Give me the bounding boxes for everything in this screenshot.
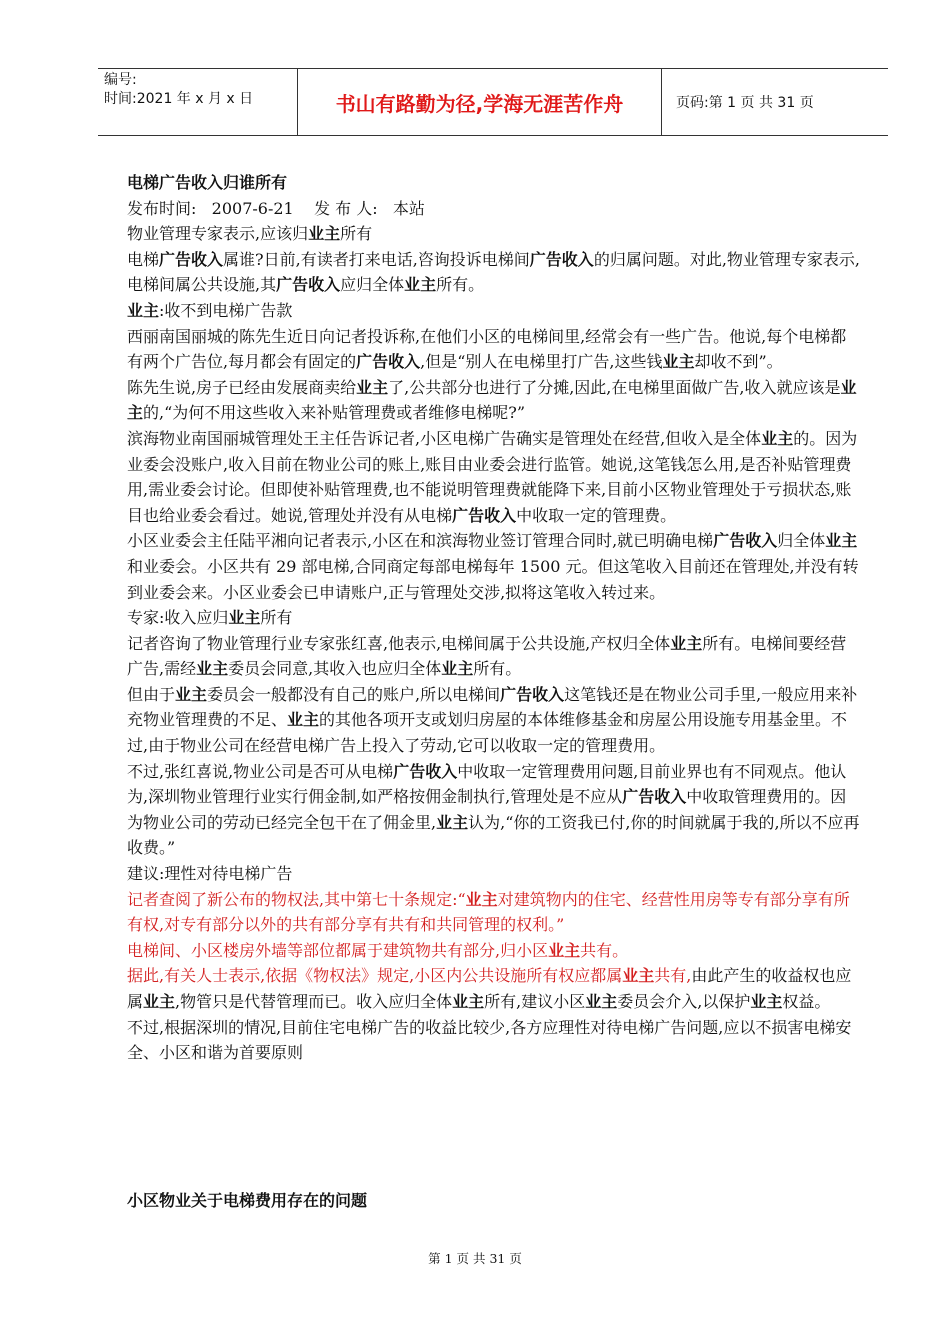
text-run: 物业管理专家表示,应该归: [127, 224, 309, 244]
text-run: 这笔钱还是在物业公司手里,一般应用来补充物业管理费的不足、: [127, 684, 858, 730]
article-paragraph: [127, 759, 862, 861]
text-run: 了,公共部分也进行了分摊,因此,在电梯里面做广告,收入就应该是: [388, 377, 841, 397]
article-paragraph: [127, 887, 862, 938]
text-run: :收不到电梯广告款: [159, 300, 293, 320]
text-run: 共有,: [654, 966, 692, 986]
emphasized-keyword: 业主: [228, 608, 261, 628]
article-paragraph: [127, 605, 862, 631]
emphasized-keyword: 业主: [127, 377, 857, 423]
emphasized-keyword: 广告收入: [622, 787, 687, 807]
emphasized-keyword: 业主: [196, 659, 229, 679]
text-run: 归全体: [777, 531, 826, 551]
text-run: 所有,建议小区: [484, 992, 586, 1011]
header-meta-cell: [98, 69, 298, 135]
article-paragraph: [127, 247, 862, 298]
text-run: 所有: [260, 608, 293, 628]
text-run: 和业委会。小区共有 29 部电梯,合同商定每部电梯每年 1500 元。但这笔收入目前还在管理处,并没有转到业委会来。小区业委会已申请账户,正与管理处交涉,拟将这笔收入转过来。: [127, 556, 859, 602]
emphasized-keyword: 业主: [356, 377, 389, 397]
text-run: 属谁?日前,有读者打来电话,咨询投诉电梯间: [223, 249, 530, 269]
text-run: 但由于: [127, 684, 176, 704]
article-paragraphs: [127, 221, 862, 1066]
emphasized-keyword: 业主: [622, 966, 655, 986]
emphasized-keyword: 广告收入: [393, 761, 458, 781]
text-run: 小区业委会主任陆平湘向记者表示,小区在和滨海物业签订管理合同时,就已明确电梯: [127, 531, 714, 551]
text-run: ,物管只是代替管理而已。收入应归全体: [175, 992, 453, 1011]
text-run: 电梯间、小区楼房外墙等部位都属于建筑物共有部分,归小区: [127, 940, 549, 960]
emphasized-keyword: 广告收入: [713, 531, 778, 551]
article-paragraph: [127, 324, 862, 375]
article-paragraph: [127, 528, 862, 605]
article-body: [127, 170, 862, 1066]
emphasized-keyword: 广告收入: [500, 684, 565, 704]
text-run: 不过,根据深圳的情况,目前住宅电梯广告的收益比较少,各方应理性对待电梯广告问题,应以不损害电梯安全、小区和谐为首要原则: [127, 1017, 852, 1063]
document-time-label: 时间:2021 年 x 月 x 日: [104, 91, 254, 107]
text-run: 专家:收入应归: [127, 608, 229, 628]
emphasized-keyword: 业主: [175, 684, 208, 704]
header-page-info: 页码:第 1 页 共 31 页: [676, 95, 814, 111]
text-run: 由此产生的收益权也应属: [127, 966, 852, 1011]
text-run: 委员会同意,其收入也应归全体: [228, 659, 442, 679]
article-paragraph: [127, 221, 862, 247]
article-paragraph: [127, 861, 862, 887]
emphasized-keyword: 广告收入: [356, 352, 421, 372]
emphasized-keyword: 业主: [441, 659, 474, 679]
emphasized-keyword: 业主: [670, 633, 703, 653]
text-run: 记者咨询了物业管理行业专家张红喜,他表示,电梯间属于公共设施,产权归全体: [127, 633, 671, 653]
emphasized-keyword: 业主: [287, 710, 320, 730]
text-run: 所有: [340, 224, 373, 244]
emphasized-keyword: 广告收入: [276, 275, 341, 295]
article-paragraph: [127, 298, 862, 324]
header-motto: 书山有路勤为径,学海无涯苦作舟: [298, 69, 662, 135]
article-paragraph: [127, 631, 862, 682]
text-run: 的其他各项开支或划归房屋的本体维修基金和房屋公用设施专用基金里。不过,由于物业公司在经营电梯广告上投入了劳动,它可以收取一定的管理费用。: [127, 710, 848, 756]
text-run: 据此,有关人士表示,依据《物权法》规定,小区内公共设施所有权应都属: [127, 966, 623, 986]
text-run: 的归属问题。对此,物业管理专家表示,电梯间属公共设施,其: [127, 249, 860, 295]
text-run: 权益。: [782, 992, 831, 1011]
article-paragraph: [127, 938, 862, 964]
emphasized-keyword: 业主: [308, 224, 341, 244]
section-title: 小区物业关于电梯费用存在的问题: [127, 1191, 368, 1210]
text-run: 中收取一定管理费用问题,目前业界也有不同观点。他认为,深圳物业管理行业实行佣金制,如严格按佣金制执行,管理处是不应从: [127, 761, 847, 807]
article-meta: 发布时间: 2007-6-21 发 布 人: 本站: [127, 198, 425, 218]
article-paragraph: [127, 1015, 862, 1066]
emphasized-keyword: 业主: [452, 992, 485, 1011]
emphasized-keyword: 业主: [761, 428, 794, 448]
text-run: 不过,张红喜说,物业公司是否可从电梯: [127, 761, 394, 781]
text-run: 应归全体: [340, 275, 405, 295]
text-run: 陈先生说,房子已经由发展商卖给: [127, 377, 357, 397]
emphasized-keyword: 业主: [548, 940, 581, 960]
text-run: 中收取管理费用的。因为物业公司的劳动已经完全包干在了佣金里,: [127, 787, 847, 832]
text-run: 所有。: [436, 275, 485, 295]
emphasized-keyword: 业主: [127, 300, 160, 320]
text-run: 对建筑物内的住宅、经营性用房等专有部分享有所有权,对专有部分以外的共有部分享有共有和共同管理的权利。”: [127, 889, 850, 935]
emphasized-keyword: 业主: [143, 992, 176, 1011]
emphasized-keyword: 业主: [465, 889, 498, 909]
page-footer: 第 1 页 共 31 页: [428, 1251, 522, 1266]
text-run: 共有。: [580, 940, 629, 960]
article-paragraph: [127, 426, 862, 528]
emphasized-keyword: 业主: [662, 352, 695, 372]
emphasized-keyword: 业主: [750, 992, 783, 1011]
text-run: 却收不到”。: [694, 352, 783, 372]
emphasized-keyword: 广告收入: [159, 249, 224, 269]
article-paragraph: [127, 963, 862, 1014]
text-run: 的,“为何不用这些收入来补贴管理费或者维修电梯呢?”: [143, 403, 526, 423]
document-number-label: 编号:: [104, 72, 137, 88]
article-paragraph: [127, 375, 862, 426]
text-run: 记者查阅了新公布的物权法,其中第七十条规定:“: [127, 889, 466, 909]
text-run: 的。因为业委会没账户,收入目前在物业公司的账上,账目由业委会进行监管。她说,这笔钱怎么用,是否补贴管理费用,需业委会讨论。但即使补贴管理费,也不能说明管理费就能降下来,目前小区物业管理处于亏损状态,账目也给业委会看过。她说,管理处并没有从电梯: [127, 428, 858, 525]
text-run: 中收取一定的管理费。: [516, 505, 677, 525]
text-run: 西丽南国丽城的陈先生近日向记者投诉称,在他们小区的电梯间里,经常会有一些广告。他说,每个电梯都有两个广告位,每月都会有固定的: [127, 326, 847, 372]
emphasized-keyword: 业主: [825, 531, 858, 551]
text-run: 委员会介入,以保护: [617, 992, 751, 1011]
text-run: 滨海物业南国丽城管理处王主任告诉记者,小区电梯广告确实是管理处在经营,但收入是全体: [127, 428, 762, 448]
article-title: 电梯广告收入归谁所有: [127, 173, 288, 192]
emphasized-keyword: 广告收入: [529, 249, 594, 269]
text-run: 委员会一般都没有自己的账户,所以电梯间: [207, 684, 501, 704]
emphasized-keyword: 业主: [436, 812, 469, 832]
text-run: 建议:理性对待电梯广告: [127, 864, 293, 884]
text-run: 电梯: [127, 249, 160, 269]
text-run: 所有。电梯间要经营广告,需经: [127, 633, 847, 679]
text-run: 认为,“你的工资我已付,你的时间就属于我的,所以不应再收费。”: [127, 812, 860, 858]
article-paragraph: [127, 682, 862, 759]
document-header: [98, 68, 888, 136]
text-run: 所有。: [473, 659, 522, 679]
emphasized-keyword: 业主: [404, 275, 437, 295]
text-run: ,但是“别人在电梯里打广告,这些钱: [420, 352, 663, 372]
emphasized-keyword: 业主: [585, 992, 618, 1011]
emphasized-keyword: 广告收入: [452, 505, 517, 525]
